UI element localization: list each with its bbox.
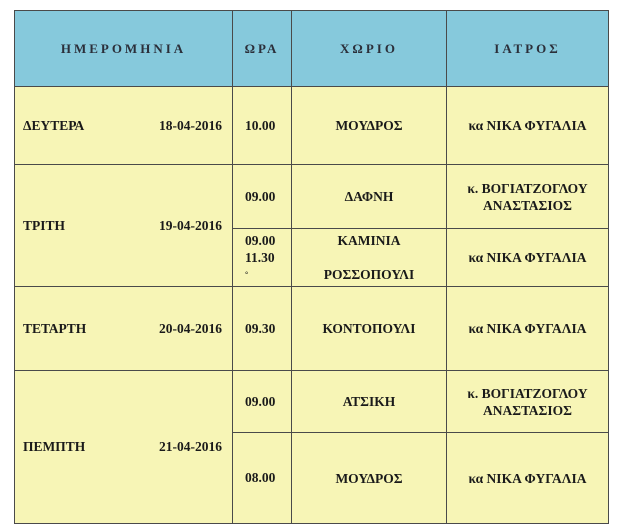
time-cell: [233, 229, 292, 287]
village-cell: [292, 229, 447, 287]
date-label: 18-04-2016: [159, 117, 222, 133]
doctor-cell: κα ΝΙΚΑ ΦΥΓΑΛΙΑ: [447, 87, 609, 165]
time-cell: 09.00: [233, 371, 292, 433]
table-row: [15, 287, 609, 371]
date-label: 20-04-2016: [159, 320, 222, 336]
time-value-second: 11.30 °: [245, 250, 275, 279]
date-cell: [15, 87, 233, 165]
header-date: ΗΜΕΡΟΜΗΝΙΑ: [15, 11, 233, 87]
header-doctor: ΙΑΤΡΟΣ: [447, 11, 609, 87]
doctor-name-line2: ΑΝΑΣΤΑΣΙΟΣ: [483, 402, 572, 418]
village-cell: ΜΟΥΔΡΟΣ: [292, 87, 447, 165]
village-cell: ΔΑΦΝΗ: [292, 165, 447, 229]
day-label: ΔΕΥΤΕΡΑ: [23, 117, 85, 133]
doctor-cell: [447, 165, 609, 229]
time-cell: 10.00: [233, 87, 292, 165]
doctor-cell: κα ΝΙΚΑ ΦΥΓΑΛΙΑ: [447, 287, 609, 371]
day-label: ΠΕΜΠΤΗ: [23, 439, 86, 454]
date-cell: [15, 371, 233, 524]
schedule-table: [14, 10, 609, 524]
header-time: ΩΡΑ: [233, 11, 292, 87]
village-cell: ΜΟΥΔΡΟΣ: [292, 433, 447, 524]
doctor-name-line1: κ. ΒΟΓΙΑΤΖΟΓΛΟΥ: [467, 385, 588, 401]
time-cell: 09.00: [233, 165, 292, 229]
village-cell: ΚΟΝΤΟΠΟΥΛΙ: [292, 287, 447, 371]
day-label: ΤΕΤΑΡΤΗ: [23, 320, 87, 336]
date-label: 21-04-2016: [159, 439, 222, 454]
village-cell: ΑΤΣΙΚΗ: [292, 371, 447, 433]
time-cell: 08.00: [233, 433, 292, 524]
date-cell: [15, 287, 233, 371]
doctor-cell: κα ΝΙΚΑ ΦΥΓΑΛΙΑ: [447, 433, 609, 524]
table-row: [15, 371, 609, 433]
time-value: 09.00: [245, 233, 276, 248]
doctor-cell: κα ΝΙΚΑ ΦΥΓΑΛΙΑ: [447, 229, 609, 287]
header-village: ΧΩΡΙΟ: [292, 11, 447, 87]
table-row: [15, 165, 609, 229]
header-row: [15, 11, 609, 87]
doctor-name-line1: κ. ΒΟΓΙΑΤΖΟΓΛΟΥ: [467, 180, 588, 196]
date-cell: [15, 165, 233, 287]
village-name-second: ΡΟΣΣΟΠΟΥΛΙ: [323, 267, 415, 282]
table-row: [15, 87, 609, 165]
doctor-cell: [447, 371, 609, 433]
village-name: ΚΑΜΙΝΙΑ: [337, 233, 401, 248]
doctor-name-line2: ΑΝΑΣΤΑΣΙΟΣ: [483, 197, 572, 213]
date-label: 19-04-2016: [159, 217, 222, 233]
time-cell: 09.30: [233, 287, 292, 371]
day-label: ΤΡΙΤΗ: [23, 217, 66, 233]
